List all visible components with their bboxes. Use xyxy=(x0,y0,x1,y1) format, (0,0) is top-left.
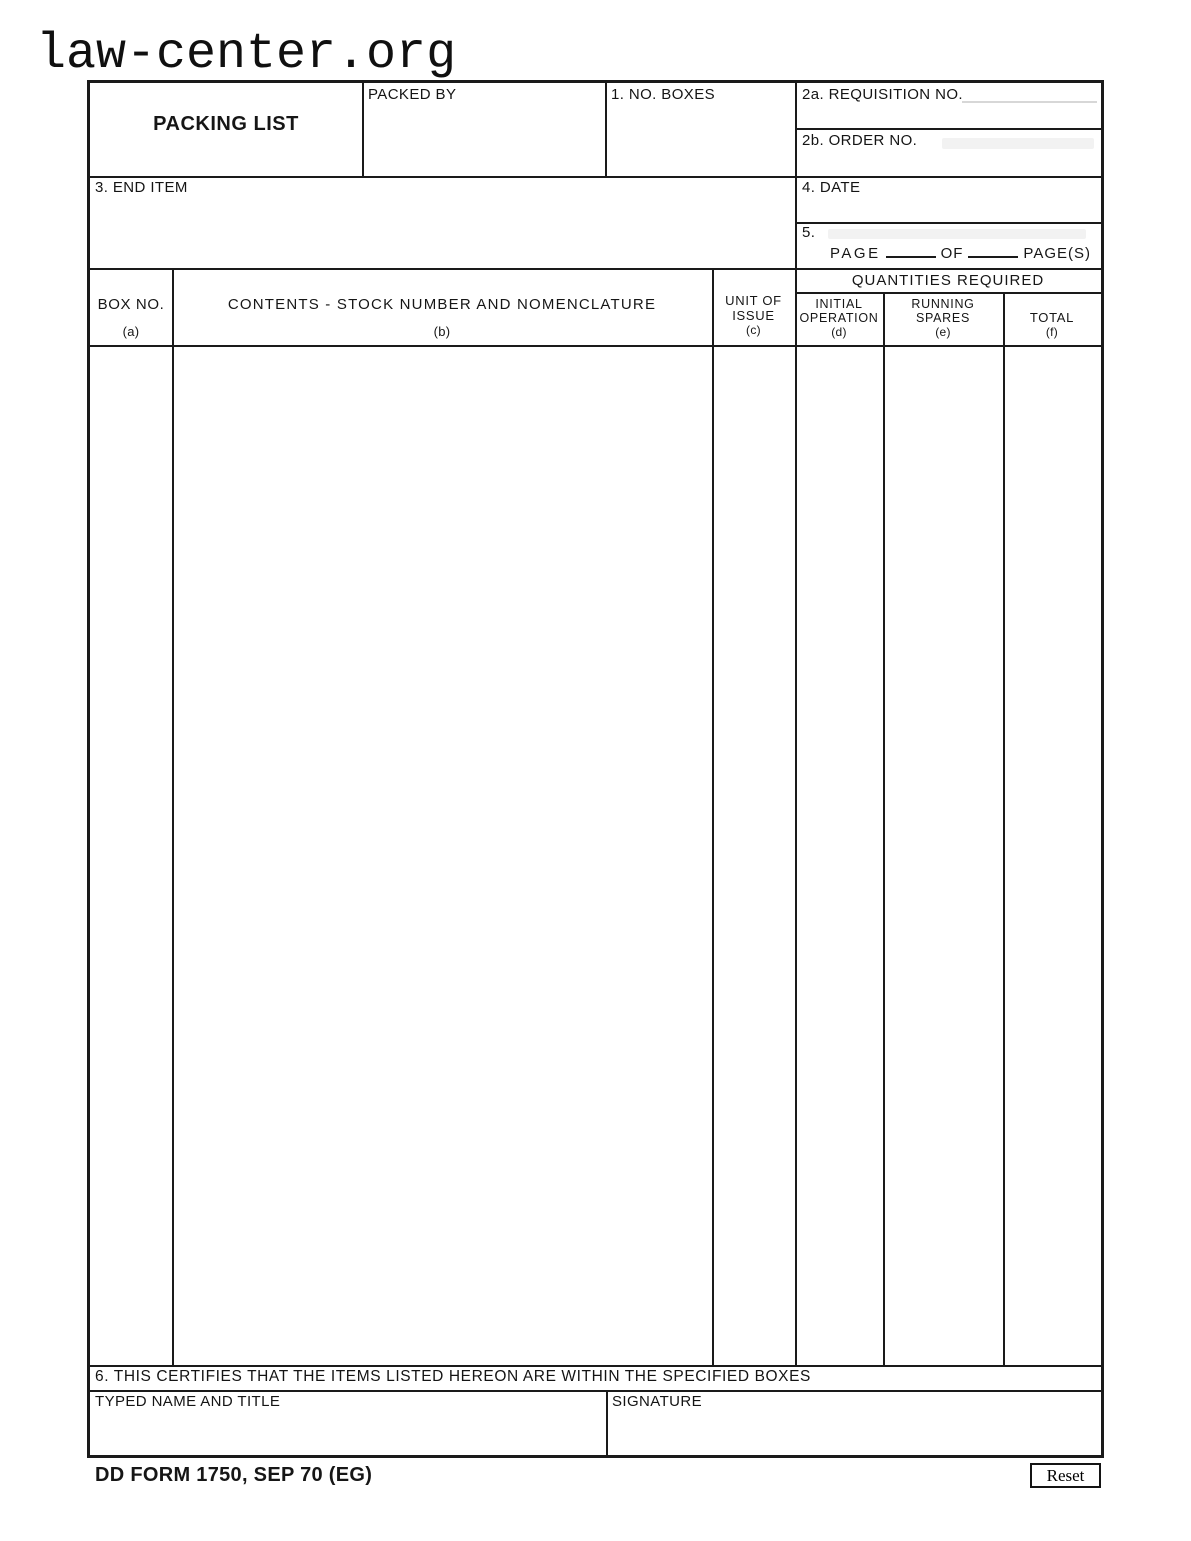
signature-input[interactable] xyxy=(610,1409,1099,1454)
divider xyxy=(712,268,714,1365)
col-sub-f: (f) xyxy=(1045,324,1059,339)
divider xyxy=(795,222,1101,224)
col-sub-d: (d) xyxy=(831,324,847,339)
signature-label: SIGNATURE xyxy=(612,1393,702,1410)
divider xyxy=(90,268,1101,270)
typed-name-label: TYPED NAME AND TITLE xyxy=(95,1393,281,1410)
initial-operation-line1: INITIAL xyxy=(815,297,863,311)
divider xyxy=(172,268,174,1365)
reset-button[interactable]: Reset xyxy=(1030,1463,1101,1488)
running-spares-line2: SPARES xyxy=(916,311,970,326)
of-word: OF xyxy=(940,245,964,262)
col-header-initial-operation xyxy=(795,297,883,339)
typed-name-input[interactable] xyxy=(92,1409,604,1454)
divider xyxy=(1003,292,1005,1365)
page-of-pages xyxy=(830,243,1101,267)
packed-by-label: PACKED BY xyxy=(368,86,457,103)
initial-operation-line2: OPERATION xyxy=(799,311,879,326)
packed-by-input[interactable] xyxy=(364,103,604,175)
item5-label: 5. xyxy=(802,224,816,241)
divider xyxy=(605,83,607,176)
end-item-label: 3. END ITEM xyxy=(95,179,188,196)
requisition-no-input[interactable] xyxy=(962,101,1097,103)
order-no-input[interactable] xyxy=(942,138,1094,149)
no-boxes-label: 1. NO. BOXES xyxy=(611,86,715,103)
pages-word: PAGE(S) xyxy=(1023,245,1091,262)
col-sub-c: (c) xyxy=(746,322,761,337)
quantities-required-header: QUANTITIES REQUIRED xyxy=(851,272,1045,289)
col-header-box-no: BOX NO. xyxy=(97,296,165,313)
col-header-running-spares xyxy=(883,297,1003,339)
col-header-total xyxy=(1003,311,1101,339)
divider xyxy=(90,1390,1101,1392)
form-title: PACKING LIST xyxy=(153,113,299,135)
col-sub-e: (e) xyxy=(935,324,951,339)
date-input[interactable] xyxy=(797,195,1099,221)
contents-table-body[interactable] xyxy=(92,347,1099,1363)
divider xyxy=(606,1390,608,1455)
page-number-blank[interactable] xyxy=(886,243,936,258)
certify-statement: 6. THIS CERTIFIES THAT THE ITEMS LISTED HEREON ARE WITHIN THE SPECIFIED BOXES xyxy=(95,1368,811,1385)
page-info-input[interactable] xyxy=(828,229,1086,239)
divider xyxy=(795,292,1101,294)
divider xyxy=(795,128,1101,130)
no-boxes-input[interactable] xyxy=(607,103,794,175)
divider xyxy=(883,292,885,1365)
col-sub-b: (b) xyxy=(433,324,451,339)
site-logo[interactable]: law-center.org xyxy=(36,26,457,83)
running-spares-line1: RUNNING xyxy=(911,297,975,311)
packing-list-form xyxy=(87,80,1104,1458)
col-header-contents: CONTENTS - STOCK NUMBER AND NOMENCLATURE xyxy=(227,296,657,313)
col-sub-a: (a) xyxy=(122,324,140,339)
date-label: 4. DATE xyxy=(802,179,861,196)
requisition-no-label: 2a. REQUISITION NO. xyxy=(802,86,963,103)
unit-of-issue-line1: UNIT OF xyxy=(725,293,782,308)
end-item-input[interactable] xyxy=(92,195,794,267)
form-id-text: DD FORM 1750, SEP 70 (EG) xyxy=(95,1464,373,1486)
divider xyxy=(362,83,364,176)
total-line1: TOTAL xyxy=(1029,310,1075,325)
divider xyxy=(90,1365,1101,1367)
divider xyxy=(90,345,1101,347)
divider xyxy=(90,176,1101,178)
unit-of-issue-line2: ISSUE xyxy=(732,307,775,323)
page-word: PAGE xyxy=(830,245,881,262)
order-no-label: 2b. ORDER NO. xyxy=(802,132,918,149)
col-header-unit-of-issue xyxy=(712,294,795,337)
total-pages-blank[interactable] xyxy=(968,243,1018,258)
